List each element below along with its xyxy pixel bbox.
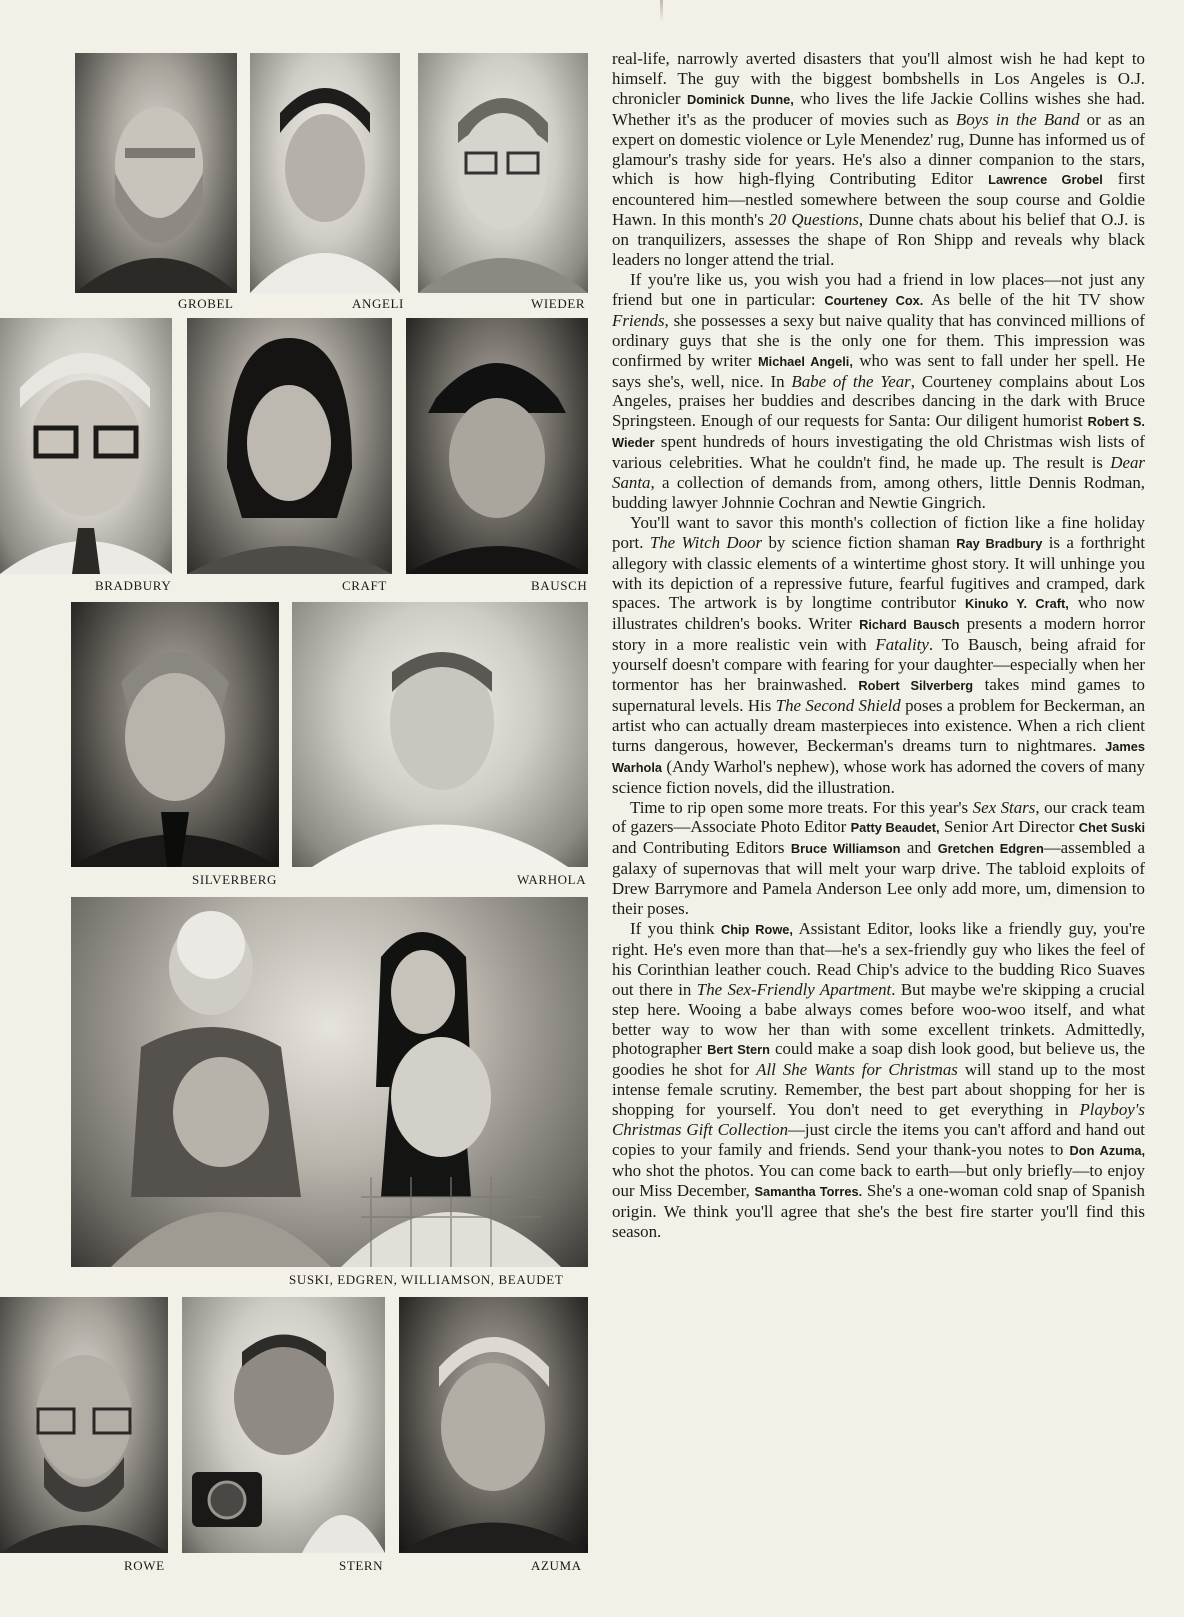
photo-bausch	[406, 318, 588, 574]
caption-warhola: WARHOLA	[517, 872, 587, 887]
photo-craft	[187, 318, 392, 574]
photo-grobel	[75, 53, 237, 293]
caption-stern: STERN	[339, 1558, 384, 1573]
caption-rowe: ROWE	[124, 1558, 165, 1573]
portrait-silhouette-icon	[418, 53, 588, 293]
caption-bradbury: BRADBURY	[95, 578, 172, 593]
photo-wieder	[418, 53, 588, 293]
photo-angeli	[250, 53, 400, 293]
caption-craft: CRAFT	[342, 578, 387, 593]
caption-bausch: BAUSCH	[531, 578, 588, 593]
caption-wieder: WIEDER	[531, 296, 586, 311]
article-paragraph: If you think Chip Rowe, Assistant Editor, looks like a friendly guy, you're right. He's even more than that—he's a sex-friendly guy who likes the feel of his Corinthian leather couch. Read Chip's advice to the budding Rico Suaves out there in The Sex-Friendly Apartment. But maybe we're skipping a crucial step here. Wooing a babe always comes before woo-woo itself, and what better way to wow her than with some excellent trinkets. Admittedly, photographer Bert Stern could make a soap dish look good, but believe us, the goodies he shot for All She Wants for Christmas will stand up to the most intense female scrutiny. Remember, the best part about shopping for her is shopping for yourself. You don't need to get everything in Playboy's Christmas Gift Collection—just circle the items you can't afford and hand out copies to your family and friends. Send your thank-you notes to Don Azuma, who shot the photos. You can come back to earth—but only briefly—to enjoy our Miss December, Samantha Torres. She's a one-woman cold snap of Spanish origin. We think you'll agree that she's the best fire starter you'll find this season.	[612, 918, 1146, 1241]
caption-silverberg: SILVERBERG	[192, 872, 277, 887]
portrait-silhouette-icon	[75, 53, 237, 293]
caption-angeli: ANGELI	[352, 296, 404, 311]
portrait-silhouette-icon	[250, 53, 400, 293]
photo-silverberg	[71, 602, 279, 867]
portrait-silhouette-icon	[0, 1297, 168, 1553]
portrait-silhouette-icon	[0, 318, 172, 574]
caption-grobel: GROBEL	[178, 296, 234, 311]
article-paragraph: Time to rip open some more treats. For this year's Sex Stars, our crack team of gazers—Associate Photo Editor Patty Beaudet, Senior Art Director Chet Suski and Contributing Editors Bruce Williamson and Gretchen Edgren—assembled a galaxy of supernovas that will melt your warp drive. The tabloid exploits of Drew Barrymore and Pamela Anderson Lee only add more, um, dimension to their poses.	[612, 797, 1145, 919]
article-paragraph: real-life, narrowly averted disasters that you'll almost wish he had kept to himself. The guy with the biggest bombshells in Los Angeles is O.J. chronicler Dominick Dunne, who lives the life Jackie Collins wishes she had. Whether it's as the producer of movies such as Boys in the Band or as an expert on domestic violence or Lyle Menendez' rug, Dunne has informed us of glamour's trashy side for years. He's also a dinner companion to the stars, which is how high-flying Contributing Editor Lawrence Grobel first encountered him—nestled somewhere between the soup course and Goldie Hawn. In this month's 20 Questions, Dunne chats about his belief that O.J. is on tranquilizers, assesses the shape of Ron Shipp and reveals why black leaders no longer attend the trial.	[612, 49, 1145, 270]
portrait-silhouette-icon	[399, 1297, 588, 1553]
photo-bradbury	[0, 318, 172, 574]
portrait-silhouette-icon	[182, 1297, 385, 1553]
caption-azuma: AZUMA	[531, 1558, 582, 1573]
group-portrait-icon	[71, 897, 588, 1267]
photo-stern	[182, 1297, 385, 1553]
portrait-silhouette-icon	[187, 318, 392, 574]
photo-azuma	[399, 1297, 588, 1553]
portrait-silhouette-icon	[406, 318, 588, 574]
article-body	[612, 49, 1145, 1241]
photo-rowe	[0, 1297, 168, 1553]
article-paragraph: You'll want to savor this month's collection of fiction like a fine holiday port. The Witch Door by science fiction shaman Ray Bradbury is a forthright allegory with classic elements of a wintertime ghost story. It will unhinge you with its depiction of a repressive future, fearful fugitives and cramped, dark spaces. The artwork is by longtime contributor Kinuko Y. Craft, who now illustrates children's books. Writer Richard Bausch presents a modern horror story in a more realistic vein with Fatality. To Bausch, being afraid for yourself doesn't compare with fearing for your daughter—especially when her tormentor has her brainwashed. Robert Silverberg takes mind games to supernatural levels. His The Second Shield poses a problem for Beckerman, an artist who can actually dream masterpieces into existence. When a rich client turns dangerous, however, Beckerman's dreams turn to nightmares. James Warhola (Andy Warhol's nephew), whose work has adorned the covers of many science fiction novels, did the illustration.	[612, 512, 1146, 797]
page-spine-mark	[660, 0, 663, 22]
photo-warhola	[292, 602, 588, 867]
portrait-silhouette-icon	[292, 602, 588, 867]
portrait-silhouette-icon	[71, 602, 279, 867]
caption-group: SUSKI, EDGREN, WILLIAMSON, BEAUDET	[289, 1272, 564, 1287]
article-paragraph: If you're like us, you wish you had a friend in low places—not just any friend but one in particular: Courteney Cox. As belle of the hit TV show Friends, she possesses a sexy but naive quality that has convinced millions of ordinary guys that she is the only one for them. This impression was confirmed by writer Michael Angeli, who was sent to fall under her spell. He says she's, well, nice. In Babe of the Year, Courteney complains about Los Angeles, praises her buddies and describes dancing in the dark with Bruce Springsteen. Enough of our requests for Santa: Our diligent humorist Robert S. Wieder spent hundreds of hours investigating the old Christmas wish lists of various celebrities. What he couldn't find, he made up. The result is Dear Santa, a collection of demands from, among others, little Dennis Rodman, budding lawyer Johnnie Cochran and Newtie Gingrich.	[612, 269, 1145, 512]
photo-group	[71, 897, 588, 1267]
